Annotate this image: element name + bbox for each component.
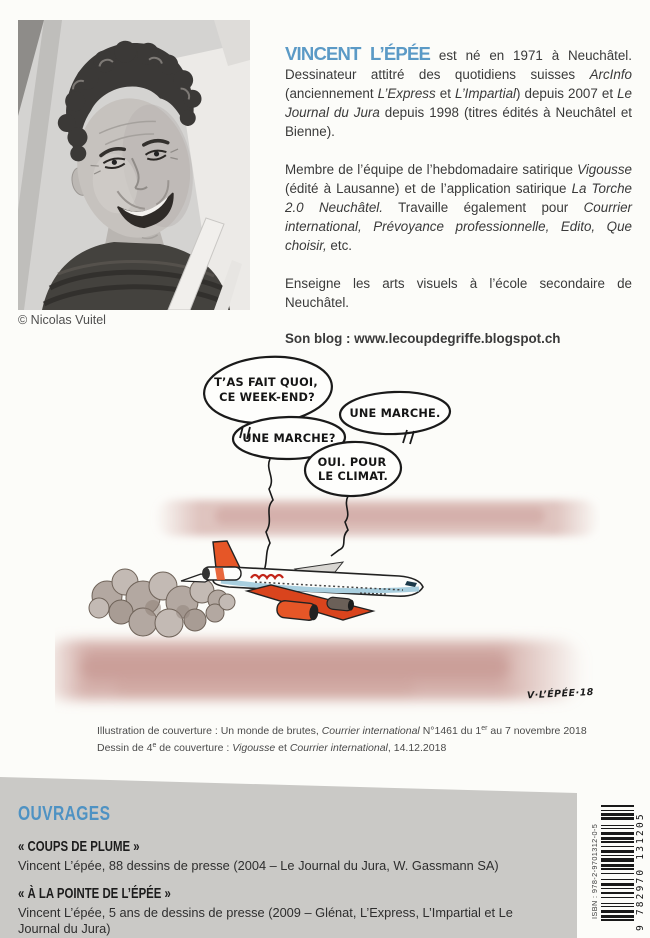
caption-text: Courrier international [289, 741, 388, 754]
book-2-detail: Vincent L’épée, 5 ans de dessins de presse (2009 – Glénat, L’Express, L’Impartial et Le Journal du Jura) [18, 905, 513, 936]
bio-text: ) depuis 2007 et [516, 86, 618, 101]
caption-text: au 7 novembre 2018 [487, 725, 587, 737]
cartoon-svg [55, 350, 600, 720]
bubble-4-line-2: LE CLIMAT. [318, 470, 388, 483]
bio-text: (anciennement [285, 86, 378, 101]
bio-text: La Torche 2.0 Neuchâtel. [285, 181, 632, 215]
artist-signature: V·L’ÉPÉE·18 [526, 686, 595, 702]
bio-text: Travaille également pour [383, 200, 584, 215]
bio-text: L’Express [377, 86, 436, 101]
bubble-3-line-1: UNE MARCHE? [242, 432, 336, 445]
caption-text: Vigousse [232, 741, 276, 754]
caption-line-2 [97, 739, 587, 756]
bio-text: Membre de l’équipe de l’hebdomadaire satirique [285, 162, 578, 177]
bio-paragraph-1 [285, 44, 632, 141]
bio-paragraph-2 [285, 160, 632, 255]
ean-digits: 9 782970 131205 [635, 812, 646, 931]
bio-text: Le Journal du Jura [285, 86, 632, 120]
book-1-title: « COUPS DE PLUME » [18, 838, 140, 855]
bio-text: (édité à Lausanne) et de l’application satirique [285, 181, 572, 196]
caption-sup: e [152, 741, 157, 749]
bio-text: ArcInfo [589, 67, 632, 82]
isbn-barcode [590, 783, 646, 933]
blog-line: Son blog : www.lecoupdegriffe.blogspot.ch [285, 331, 561, 346]
isbn-label: ISBN : 978-2-9701312-0-5 [590, 823, 599, 919]
cartoon-illustration [55, 350, 600, 720]
engine-pod-2 [326, 597, 354, 612]
bubble-1-line-2: CE WEEK-END? [219, 391, 315, 404]
caption-text: et [275, 741, 290, 754]
book-1-detail: Vincent L’épée, 88 dessins de presse (2004 – Le Journal du Jura, W. Gassmann SA) [18, 858, 499, 873]
biography [285, 44, 632, 367]
speech-bubbles [202, 353, 451, 498]
watercolor-cloud-band-top [155, 500, 600, 536]
ouvrages-section [18, 803, 558, 938]
speech-bubble-1 [202, 353, 334, 428]
bubble-1-line-1: T’AS FAIT QUOI, [214, 376, 318, 389]
portrait-illustration [18, 20, 250, 310]
caption-text: Dessin de 4 [97, 741, 153, 754]
bio-text: depuis 1998 (titres édités à Neuchâtel et Bienne). [285, 105, 632, 139]
caption-text: de couverture : [156, 741, 233, 754]
caption-text: N°1461 du 1 [419, 725, 482, 737]
book-entry-1 [18, 839, 558, 874]
bio-text: est né en 1971 à Neuchâtel. Dessinateur attitré des quotidiens suisses [285, 48, 632, 82]
book-2-title: « À LA POINTE DE L’ÉPÉE » [18, 885, 171, 902]
caption-text: , 14.12.2018 [387, 741, 447, 754]
bio-text: L’Impartial [454, 86, 517, 101]
barcode-bars [601, 805, 634, 921]
caption-text: Illustration de couverture : Un monde de brutes, [97, 725, 322, 737]
bio-text: Vigousse [577, 162, 632, 177]
bubble-2-line-1: UNE MARCHE. [349, 407, 441, 420]
bio-text: Courrier international, Prévoyance professionnelle, Edito, Que choisir, [285, 200, 633, 253]
caption-sup: er [481, 725, 488, 732]
book-entry-2 [18, 886, 558, 937]
caption-text: Courrier international [321, 725, 420, 737]
ouvrages-heading: OUVRAGES [18, 803, 111, 825]
bio-text: et [435, 86, 455, 101]
author-name: VINCENT L’ÉPÉE [285, 43, 431, 64]
photo-credit: © Nicolas Vuitel [18, 313, 106, 327]
bio-paragraph-3: Enseigne les arts visuels à l’école secondaire de Neuchâtel. [285, 276, 632, 310]
watercolor-cloud-band-bottom [55, 640, 585, 700]
cover-captions [97, 722, 587, 755]
bio-text: etc. [326, 238, 352, 253]
author-portrait-photo [18, 20, 250, 310]
bubble-4-line-1: OUI. POUR [317, 456, 387, 469]
caption-line-1 [97, 722, 587, 739]
